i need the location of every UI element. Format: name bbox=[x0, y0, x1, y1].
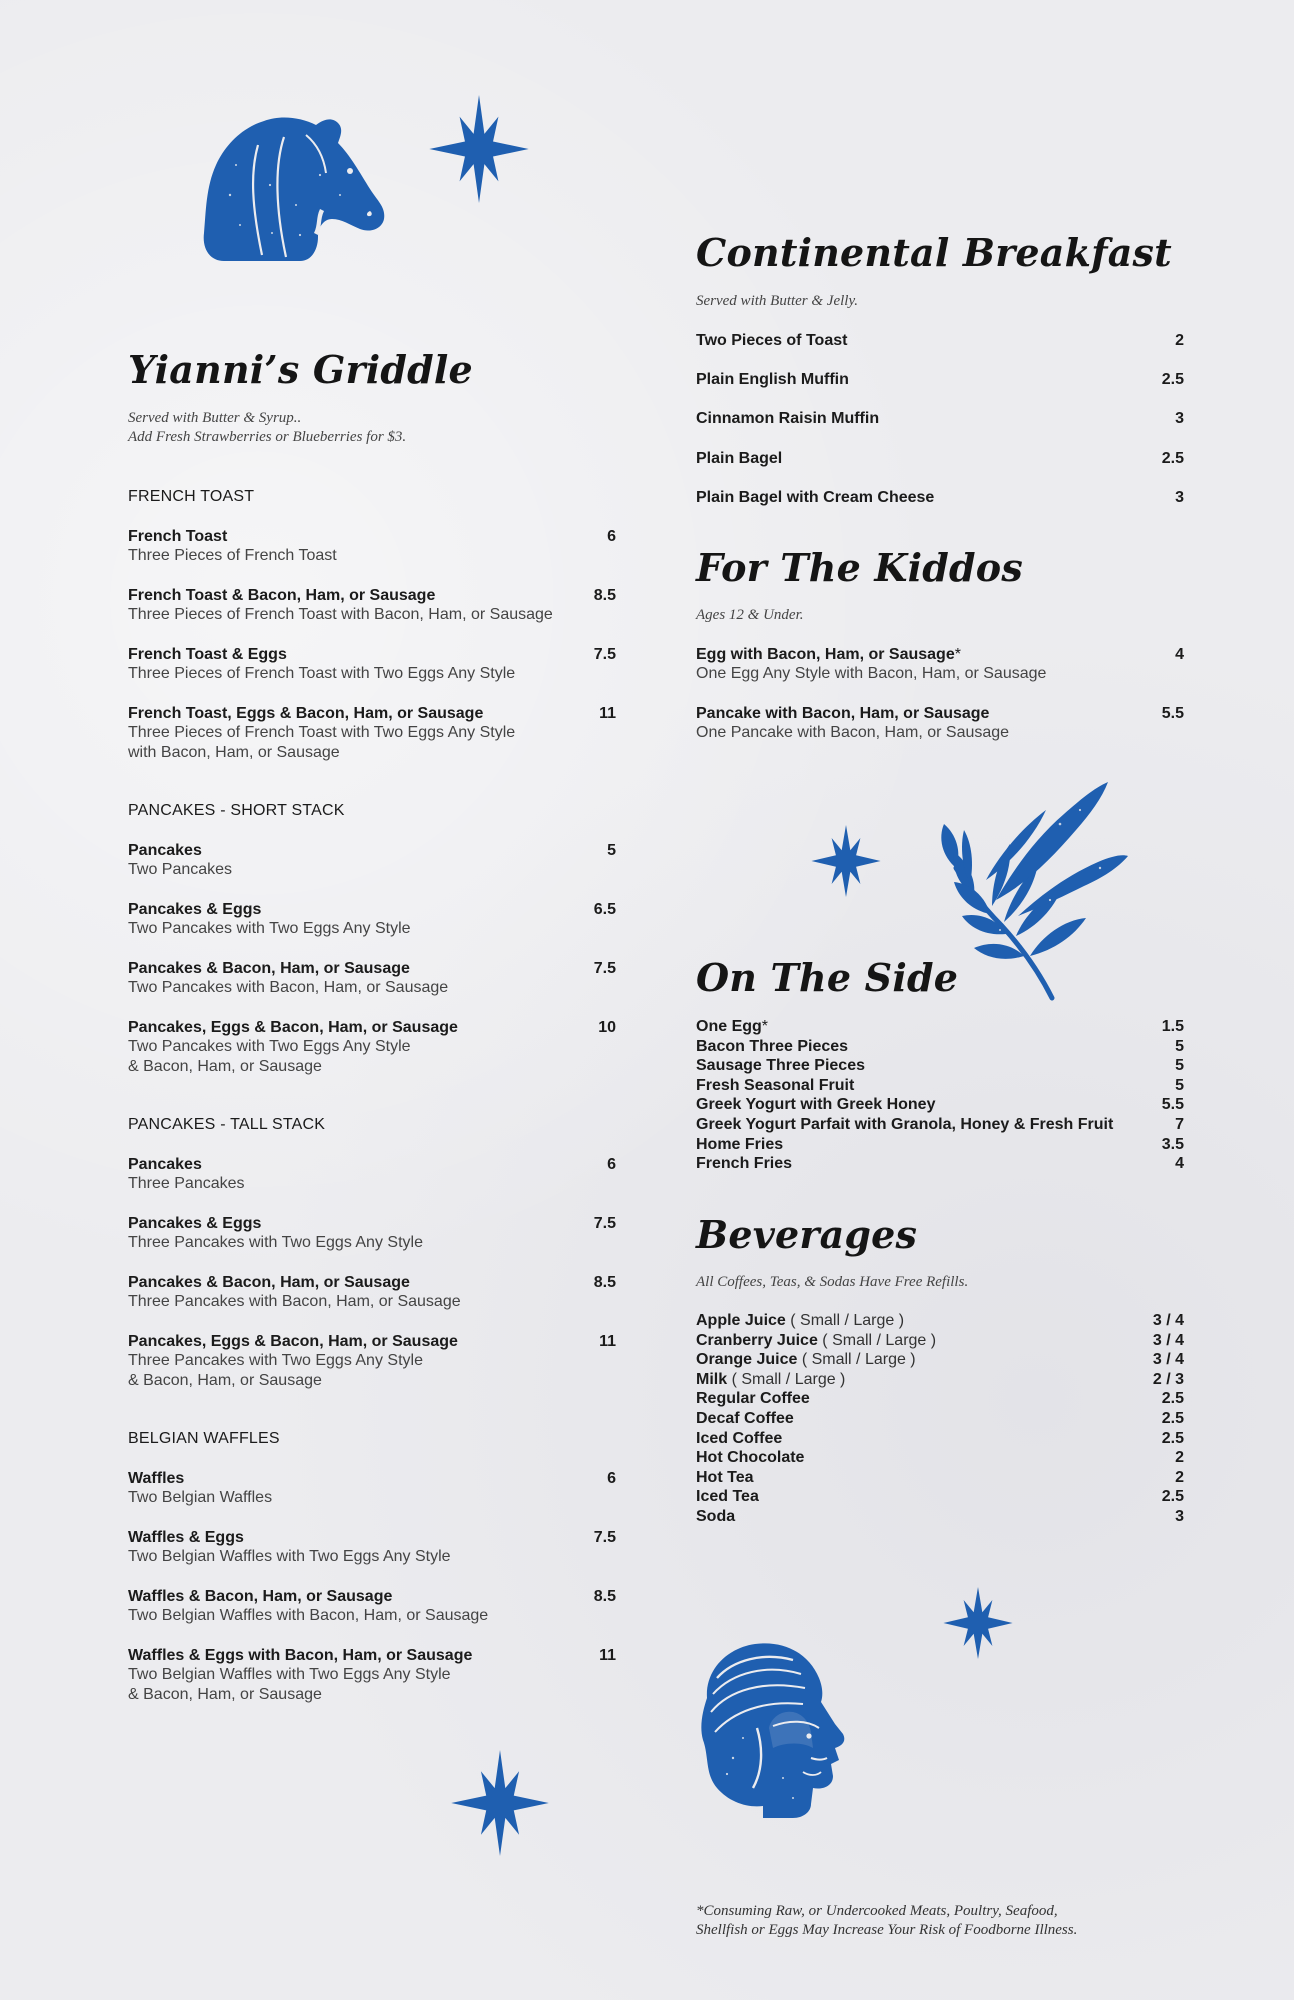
menu-item: Pancakes & Eggs 7.5 Three Pancakes with Two Eggs Any Style bbox=[128, 1215, 616, 1251]
menu-item: Pancakes & Bacon, Ham, or Sausage 7.5 Two Pancakes with Bacon, Ham, or Sausage bbox=[128, 960, 616, 996]
list-item: Hot Chocolate 2 bbox=[696, 1449, 1184, 1467]
menu-item: Waffles & Eggs 7.5 Two Belgian Waffles with Two Eggs Any Style bbox=[128, 1529, 616, 1565]
category-heading-pancakes-tall: PANCAKES - TALL STACK bbox=[128, 1116, 326, 1133]
list-item: Greek Yogurt Parfait with Granola, Honey & Fresh Fruit 7 bbox=[696, 1115, 1184, 1133]
list-item: Orange Juice ( Small / Large ) 3 / 4 bbox=[696, 1351, 1184, 1369]
menu-item: French Toast & Eggs 7.5 Three Pieces of French Toast with Two Eggs Any Style bbox=[128, 646, 616, 682]
griddle-title: Yianni’s Griddle bbox=[128, 347, 473, 392]
category-heading-french-toast: FRENCH TOAST bbox=[128, 488, 255, 505]
menu-item: Pancakes, Eggs & Bacon, Ham, or Sausage 11 Three Pancakes with Two Eggs Any Style & Bacon, Ham, or Sausage bbox=[128, 1333, 616, 1389]
list-item: Cranberry Juice ( Small / Large ) 3 / 4 bbox=[696, 1331, 1184, 1349]
menu-item: Pancakes & Bacon, Ham, or Sausage 8.5 Three Pancakes with Bacon, Ham, or Sausage bbox=[128, 1274, 616, 1310]
list-item: Iced Tea 2.5 bbox=[696, 1488, 1184, 1506]
beverages-note: All Coffees, Teas, & Sodas Have Free Refills. bbox=[696, 1274, 969, 1290]
menu-item: French Toast & Bacon, Ham, or Sausage 8.5 Three Pieces of French Toast with Bacon, Ham, or Sausage bbox=[128, 587, 616, 623]
list-item: Home Fries 3.5 bbox=[696, 1135, 1184, 1153]
menu-item: Plain Bagel 2.5 bbox=[696, 450, 1184, 467]
star-icon bbox=[447, 1750, 553, 1856]
beverages-title: Beverages bbox=[696, 1212, 918, 1257]
list-item: Fresh Seasonal Fruit 5 bbox=[696, 1076, 1184, 1094]
menu-item: Pancakes 5 Two Pancakes bbox=[128, 842, 616, 878]
menu-item: French Toast 6 Three Pieces of French Toast bbox=[128, 528, 616, 564]
griddle-note: Served with Butter & Syrup.. Add Fresh Strawberries or Blueberries for $3. bbox=[128, 410, 407, 445]
menu-item: Two Pieces of Toast 2 bbox=[696, 332, 1184, 349]
side-title: On The Side bbox=[696, 955, 959, 1000]
list-item: Hot Tea 2 bbox=[696, 1468, 1184, 1486]
foodborne-illness-disclaimer: *Consuming Raw, or Undercooked Meats, Poultry, Seafood, Shellfish or Eggs May Increase Your Risk of Foodborne Illness. bbox=[696, 1903, 1078, 1938]
side-list bbox=[696, 1017, 1184, 1174]
menu-item: Pancake with Bacon, Ham, or Sausage 5.5 One Pancake with Bacon, Ham, or Sausage bbox=[696, 705, 1184, 741]
menu-item: French Toast, Eggs & Bacon, Ham, or Sausage 11 Three Pieces of French Toast with Two Eggs Any Style with Bacon, Ham, or Sausage bbox=[128, 705, 616, 761]
list-item: One Egg* 1.5 bbox=[696, 1018, 1184, 1035]
star-icon bbox=[425, 95, 533, 203]
category-heading-pancakes-short: PANCAKES - SHORT STACK bbox=[128, 802, 345, 819]
continental-note: Served with Butter & Jelly. bbox=[696, 293, 859, 309]
star-icon bbox=[942, 1587, 1014, 1659]
list-item: Milk ( Small / Large ) 2 / 3 bbox=[696, 1370, 1184, 1388]
beverages-list bbox=[696, 1311, 1184, 1527]
olive-branch-icon bbox=[930, 780, 1130, 1005]
kiddos-title: For The Kiddos bbox=[696, 545, 1023, 590]
menu-item: Pancakes & Eggs 6.5 Two Pancakes with Two Eggs Any Style bbox=[128, 901, 616, 937]
menu-item: Waffles & Eggs with Bacon, Ham, or Sausage 11 Two Belgian Waffles with Two Eggs Any Style & Bacon, Ham, or Sausage bbox=[128, 1647, 616, 1703]
list-item: Soda 3 bbox=[696, 1507, 1184, 1525]
spartan-helmet-icon bbox=[693, 1638, 861, 1820]
list-item: Sausage Three Pieces 5 bbox=[696, 1057, 1184, 1075]
kiddos-note: Ages 12 & Under. bbox=[696, 607, 804, 623]
category-heading-belgian-waffles: BELGIAN WAFFLES bbox=[128, 1430, 280, 1447]
list-item: Decaf Coffee 2.5 bbox=[696, 1409, 1184, 1427]
menu-item: Egg with Bacon, Ham, or Sausage* 4 One Egg Any Style with Bacon, Ham, or Sausage bbox=[696, 646, 1184, 682]
menu-item: Pancakes, Eggs & Bacon, Ham, or Sausage 10 Two Pancakes with Two Eggs Any Style & Bacon, Ham, or Sausage bbox=[128, 1019, 616, 1075]
menu-item: Cinnamon Raisin Muffin 3 bbox=[696, 410, 1184, 427]
star-icon bbox=[810, 825, 882, 897]
menu-item: Pancakes 6 Three Pancakes bbox=[128, 1156, 616, 1192]
list-item: Apple Juice ( Small / Large ) 3 / 4 bbox=[696, 1312, 1184, 1329]
menu-item: Waffles & Bacon, Ham, or Sausage 8.5 Two Belgian Waffles with Bacon, Ham, or Sausage bbox=[128, 1588, 616, 1624]
list-item: Bacon Three Pieces 5 bbox=[696, 1037, 1184, 1055]
menu-item: Waffles 6 Two Belgian Waffles bbox=[128, 1470, 616, 1506]
menu-item: Plain Bagel with Cream Cheese 3 bbox=[696, 489, 1184, 506]
horse-head-icon bbox=[200, 115, 390, 265]
list-item: French Fries 4 bbox=[696, 1155, 1184, 1173]
list-item: Iced Coffee 2.5 bbox=[696, 1429, 1184, 1447]
list-item: Regular Coffee 2.5 bbox=[696, 1390, 1184, 1408]
list-item: Greek Yogurt with Greek Honey 5.5 bbox=[696, 1096, 1184, 1114]
menu-item: Plain English Muffin 2.5 bbox=[696, 371, 1184, 388]
continental-title: Continental Breakfast bbox=[696, 230, 1172, 275]
